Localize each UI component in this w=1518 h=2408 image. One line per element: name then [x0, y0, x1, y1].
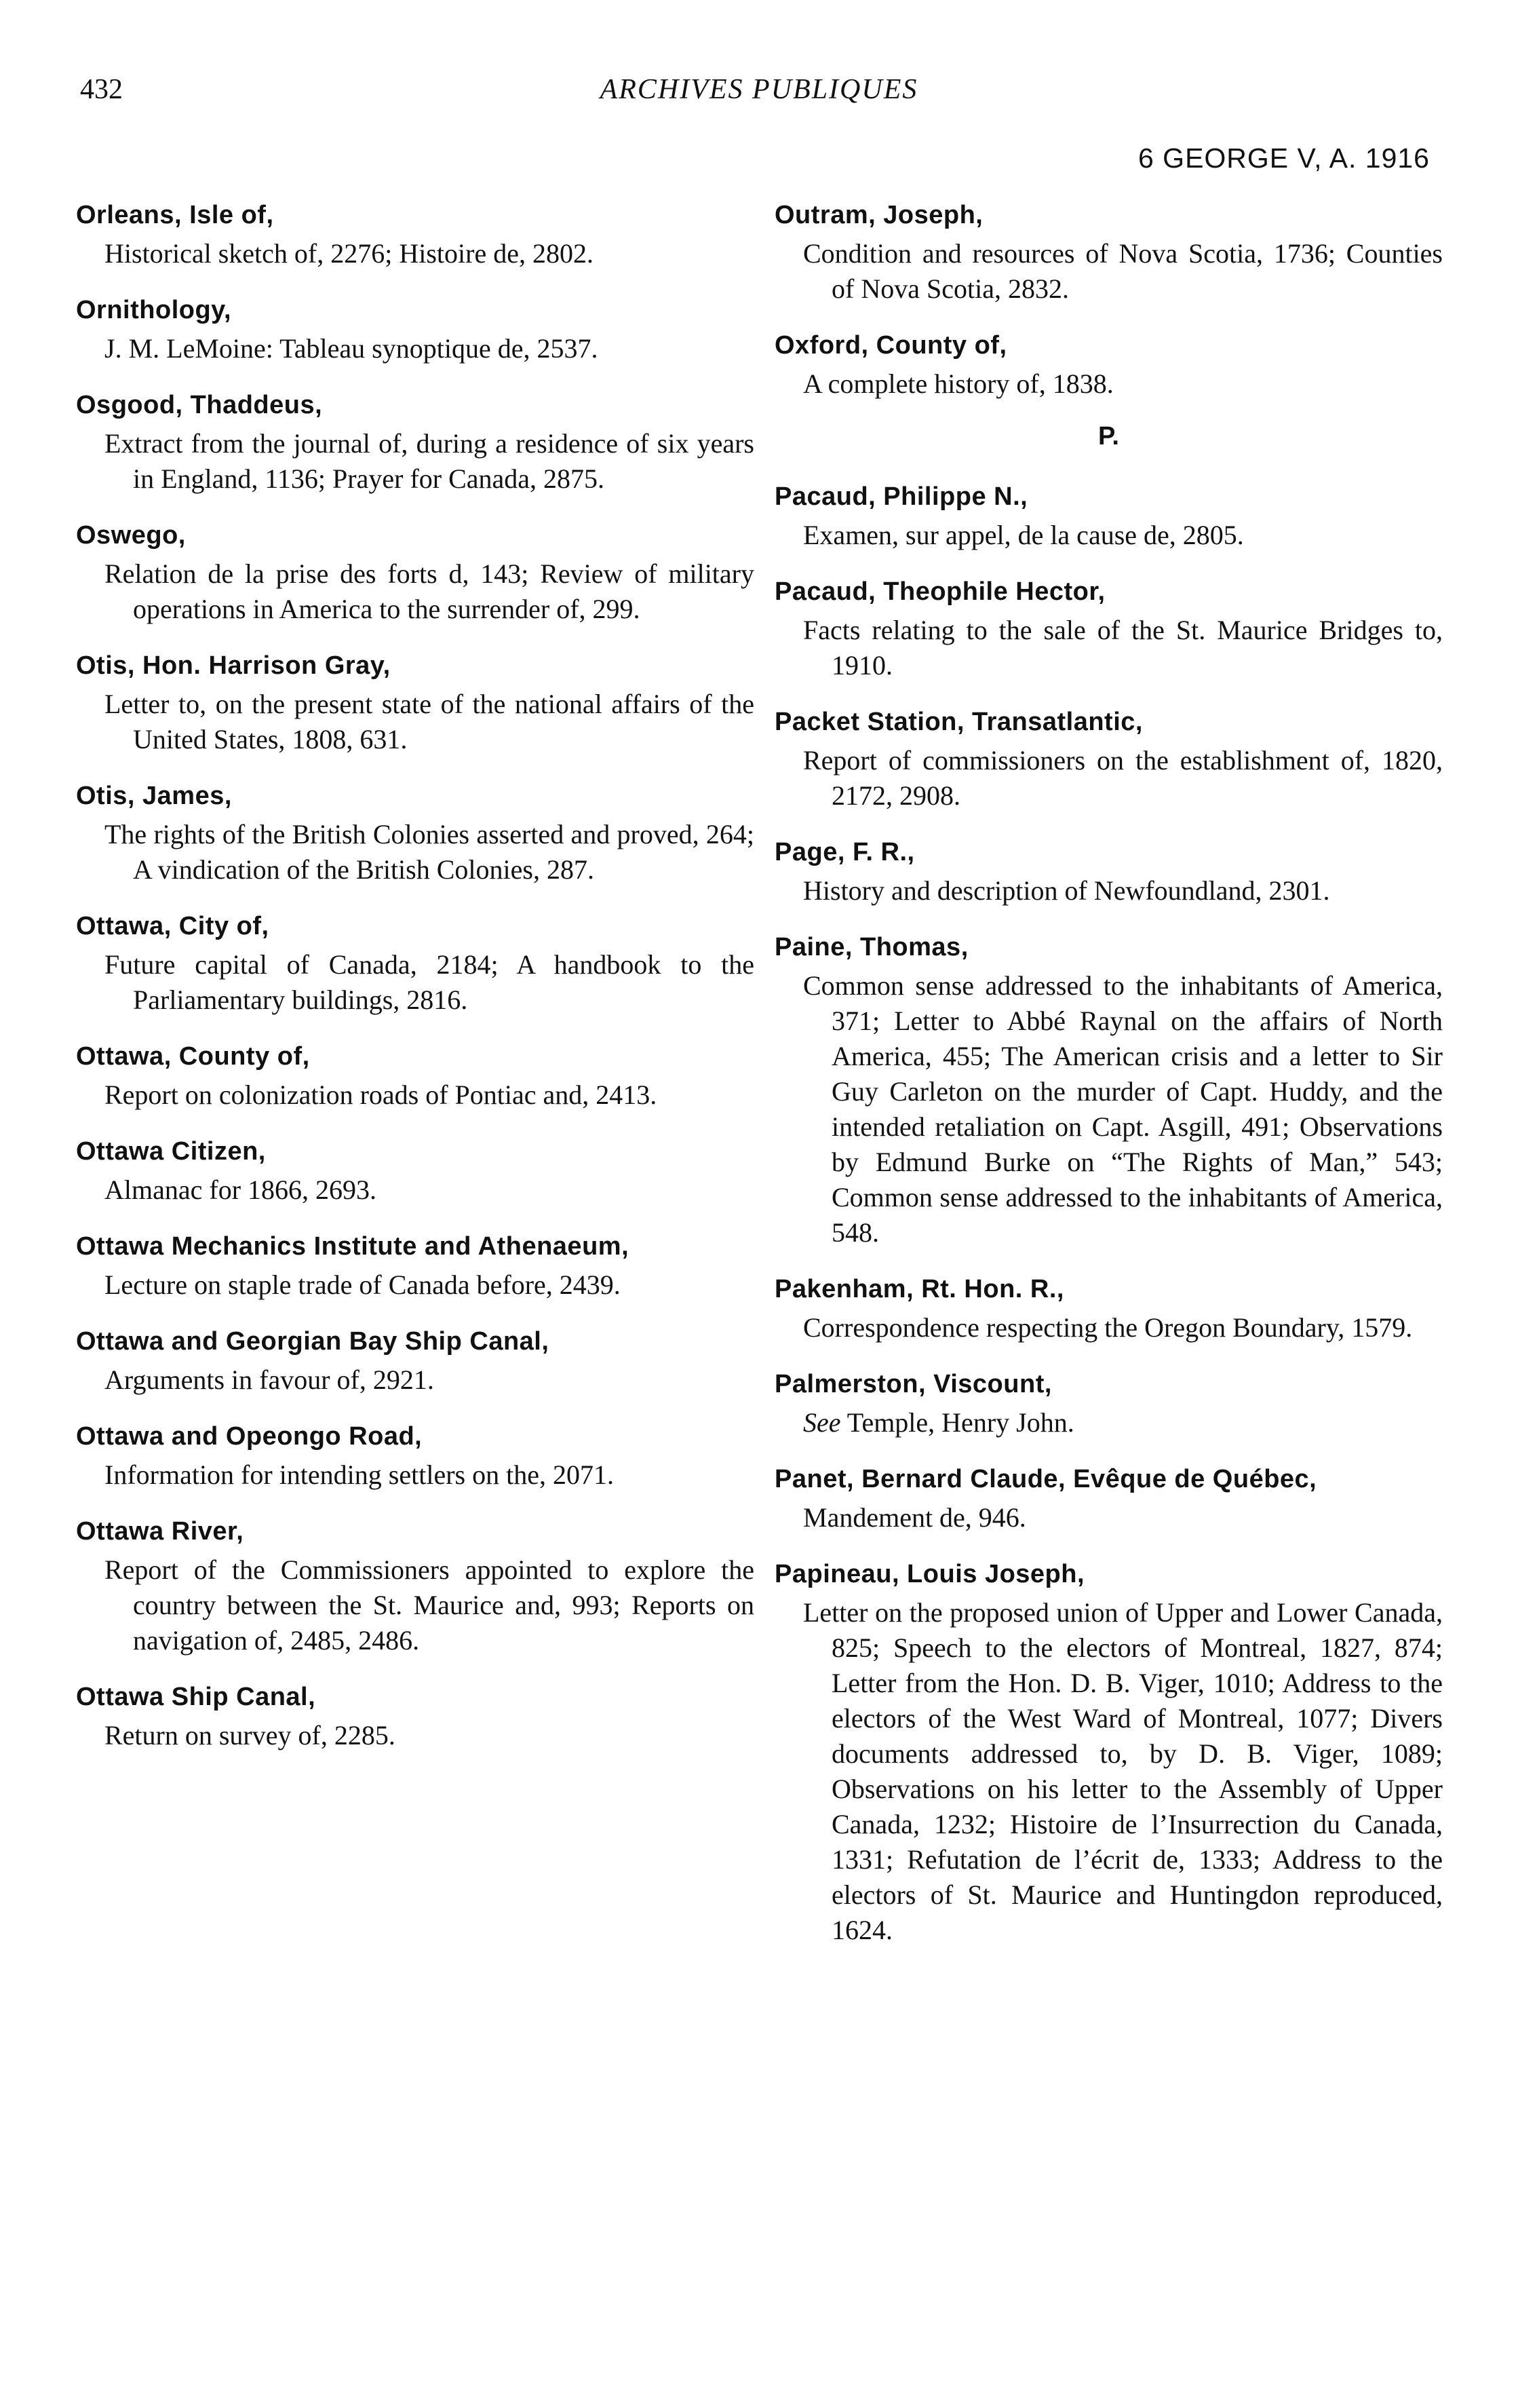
entry-body: Lecture on staple trade of Canada before, 2439.: [104, 1269, 621, 1300]
index-entry: [76, 387, 754, 497]
entry-body: Correspondence respecting the Oregon Boundary, 1579.: [803, 1312, 1413, 1343]
entry-heading: Pacaud, Theophile Hector,: [775, 577, 1106, 606]
entry-body: Historical sketch of, 2276; Histoire de, 2802.: [104, 238, 593, 269]
entry-body: Arguments in favour of, 2921.: [104, 1364, 434, 1395]
entry-heading: Otis, James,: [76, 782, 232, 810]
entry-heading: Ottawa and Opeongo Road,: [76, 1422, 423, 1451]
index-entry: [775, 1461, 1443, 1535]
entry-heading: Ottawa River,: [76, 1517, 244, 1546]
index-entry: [76, 1513, 754, 1658]
entry-body: The rights of the British Colonies asserted and proved, 264; A vindication of the British Colonies, 287.: [104, 819, 754, 885]
index-entry: [76, 647, 754, 757]
entry-heading: Ottawa and Georgian Bay Ship Canal,: [76, 1327, 549, 1356]
entry-body: Common sense addressed to the inhabitants of America, 371; Letter to Abbé Raynal on the affairs of North America, 455; The American crisis and a letter to Sir Guy Carleton on the murder of Capt. Huddy, and the intended retaliation on Capt. Asgill, 491; Observations by Edmund Burke on “The Rights of Man,” 543; Common sense addressed to the inhabitants of America, 548.: [803, 970, 1443, 1248]
entry-body: Extract from the journal of, during a residence of six years in England, 1136; Prayer for Canada, 2875.: [104, 428, 754, 494]
entry-heading: Ottawa Citizen,: [76, 1137, 266, 1166]
index-entry: [775, 1271, 1443, 1345]
index-entry: [775, 704, 1443, 814]
entry-body: A complete history of, 1838.: [803, 368, 1114, 399]
see-reference-target: Temple, Henry John.: [846, 1407, 1074, 1438]
entry-body: Mandement de, 946.: [803, 1502, 1026, 1533]
entry-heading: Ottawa Ship Canal,: [76, 1683, 316, 1711]
index-entry: [775, 929, 1443, 1250]
left-column: [76, 197, 754, 1774]
index-entry: [775, 834, 1443, 909]
entry-heading: Panet, Bernard Claude, Evêque de Québec,: [775, 1465, 1317, 1493]
entry-body: Return on survey of, 2285.: [104, 1720, 395, 1751]
index-entry: [775, 1556, 1443, 1948]
entry-body: Future capital of Canada, 2184; A handbook to the Parliamentary buildings, 2816.: [104, 949, 754, 1015]
entry-heading: Pacaud, Philippe N.,: [775, 482, 1028, 511]
entry-heading: Oswego,: [76, 521, 186, 550]
index-entry: [76, 1228, 754, 1303]
index-entry: [775, 197, 1443, 307]
entry-heading: Palmerston, Viscount,: [775, 1370, 1052, 1398]
entry-heading: Ottawa Mechanics Institute and Athenaeum,: [76, 1232, 629, 1261]
index-entry: [76, 778, 754, 887]
index-entry: [775, 573, 1443, 683]
entry-heading: Ottawa, City of,: [76, 912, 269, 940]
entry-body: Report of the Commissioners appointed to explore the country between the St. Maurice and, 993; Reports on navigation of, 2485, 2486.: [104, 1554, 754, 1656]
entry-heading: Papineau, Louis Joseph,: [775, 1560, 1085, 1588]
entry-body: History and description of Newfoundland, 2301.: [803, 875, 1330, 906]
running-title: ARCHIVES PUBLIQUES: [600, 74, 918, 105]
index-entry: [76, 1679, 754, 1753]
entry-body: Information for intending settlers on the, 2071.: [104, 1459, 614, 1490]
session-line: 6 GEORGE V, A. 1916: [1137, 142, 1430, 174]
entry-heading: Outram, Joseph,: [775, 201, 984, 229]
entry-heading: Paine, Thomas,: [775, 933, 969, 961]
index-entry: [76, 197, 754, 271]
index-entry: [76, 1038, 754, 1113]
entry-body: Relation de la prise des forts d, 143; Review of military operations in America to the surrender of, 299.: [104, 558, 754, 624]
entry-body: Almanac for 1866, 2693.: [104, 1174, 377, 1205]
entry-body: Facts relating to the sale of the St. Maurice Bridges to, 1910.: [803, 615, 1443, 681]
entry-body: Report on colonization roads of Pontiac and, 2413.: [104, 1079, 657, 1110]
entry-heading: Oxford, County of,: [775, 331, 1007, 360]
entry-heading: Orleans, Isle of,: [76, 201, 274, 229]
index-entry: [775, 478, 1443, 553]
page-number: 432: [80, 74, 123, 105]
see-reference-label: See: [803, 1407, 841, 1438]
entry-heading: Ornithology,: [76, 296, 232, 324]
index-entry: [775, 1366, 1443, 1440]
index-entry: [775, 327, 1443, 402]
index-entry: [76, 1323, 754, 1398]
right-column: [775, 197, 1443, 1968]
entry-body: J. M. LeMoine: Tableau synoptique de, 2537.: [104, 333, 598, 364]
entry-heading: Pakenham, Rt. Hon. R.,: [775, 1275, 1064, 1303]
entry-body: Letter to, on the present state of the national affairs of the United States, 1808, 631.: [104, 689, 754, 754]
entry-body: Report of commissioners on the establishment of, 1820, 2172, 2908.: [803, 745, 1443, 811]
entry-body: Letter on the proposed union of Upper and Lower Canada, 825; Speech to the electors of Montreal, 1827, 874; Letter from the Hon. D. B. Viger, 1010; Address to the electors of the West Ward of Montreal, 1077; Divers documents addressed to, by D. B. Viger, 1089; Observations on his letter to the Assembly of Upper Canada, 1232; Histoire de l’Insurrection du Canada, 1331; Refutation de l’écrit de, 1333; Address to the electors of St. Maurice and Huntingdon reproduced, 1624.: [803, 1597, 1443, 1945]
entry-heading: Osgood, Thaddeus,: [76, 391, 323, 419]
index-entry: [76, 292, 754, 366]
entry-heading: Packet Station, Transatlantic,: [775, 708, 1143, 736]
index-entry: [76, 517, 754, 627]
entry-body: Condition and resources of Nova Scotia, 1736; Counties of Nova Scotia, 2832.: [803, 238, 1443, 304]
index-entry: [76, 1133, 754, 1208]
index-entry: [76, 1418, 754, 1493]
index-entry: [76, 908, 754, 1018]
entry-heading: Ottawa, County of,: [76, 1042, 310, 1071]
entry-heading: Otis, Hon. Harrison Gray,: [76, 651, 391, 680]
entry-body: [775, 1405, 1443, 1440]
entry-heading: Page, F. R.,: [775, 838, 915, 866]
section-letter: P.: [1097, 422, 1119, 451]
entry-body: Examen, sur appel, de la cause de, 2805.: [803, 520, 1244, 550]
